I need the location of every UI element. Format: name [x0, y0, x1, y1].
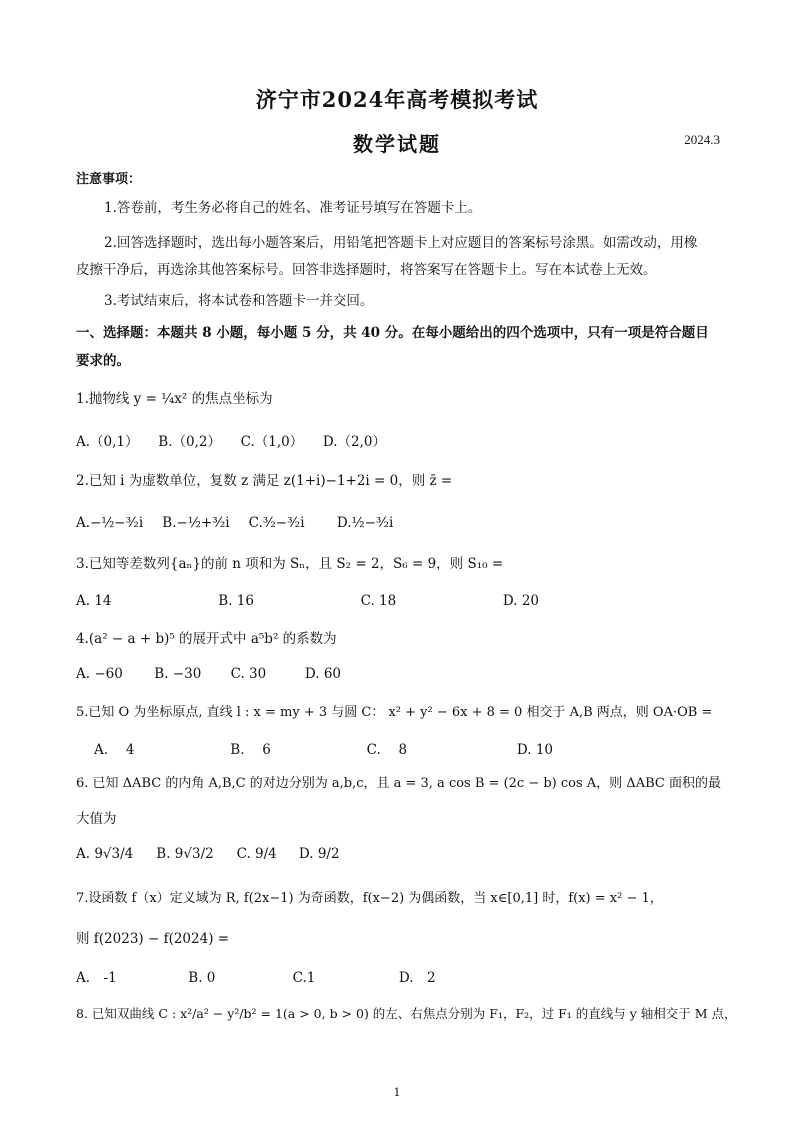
option-b: B. 6: [230, 742, 271, 758]
option-b: B. 16: [218, 593, 254, 609]
notes-heading: 注意事项：: [76, 172, 142, 187]
question-3-stem: 3.已知等差数列{aₙ}的前 n 项和为 Sₙ，且 S₂ = 2，S₆ = 9，则 S₁₀ =: [76, 556, 504, 572]
question-2-stem: 2.已知 i 为虚数单位，复数 z 满足 z(1+i)−1+2i = 0，则 z̄ =: [76, 473, 453, 489]
option-a: A. 4: [94, 742, 135, 758]
option-d: D.（2,0）: [322, 434, 386, 450]
question-8-stem: 8. 已知双曲线 C : x²/a² − y²/b² = 1(a > 0, b > 0) 的左、右焦点分别为 F₁，F₂，过 F₁ 的直线与 y 轴相交于 M 点，: [76, 1006, 737, 1021]
option-c: C.1: [292, 970, 316, 986]
option-a: A.（0,1）: [76, 434, 139, 450]
question-5-stem: 5.已知 O 为坐标原点, 直线 l : x = my + 3 与圆 C： x² + y² − 6x + 8 = 0 相交于 A,B 两点，则 OA·OB =: [76, 705, 713, 720]
question-4-stem: 4.(a² − a + b)⁵ 的展开式中 a⁵b² 的系数为: [76, 631, 337, 647]
option-d: D. 10: [516, 742, 553, 758]
option-d: D. 60: [304, 666, 341, 682]
option-a: A. 9√3/4: [76, 846, 134, 862]
question-5-options: [94, 738, 597, 758]
option-b: B. 9√3/2: [156, 846, 214, 862]
question-3-options: [76, 593, 583, 609]
option-b: B. 0: [188, 970, 216, 986]
option-b: B.（0,2）: [158, 434, 221, 450]
exam-title: 济宁市2024年高考模拟考试: [255, 87, 539, 112]
option-c: C. 8: [366, 742, 408, 758]
exam-subtitle: 数学试题: [353, 132, 441, 156]
page-number: 1: [393, 1086, 401, 1099]
option-c: C.（1,0）: [240, 434, 304, 450]
note-item-2-cont: 皮擦干净后，再选涂其他答案标号。回答非选择题时，将答案写在答题卡上。写在本试卷上无效。: [76, 262, 657, 278]
option-d: D. 9/2: [298, 846, 340, 862]
option-b: B. −30: [154, 666, 202, 682]
exam-date: 2024.3: [684, 132, 720, 147]
option-d: D. 20: [502, 593, 539, 609]
section-heading-cont: 要求的。: [76, 353, 130, 369]
option-c: C. 30: [230, 666, 267, 682]
option-a: A. 14: [76, 593, 112, 609]
question-7-options: [76, 966, 459, 986]
question-2-options: [76, 515, 419, 531]
option-d: D. 2: [398, 970, 436, 986]
note-item-1: 1.答卷前，考生务必将自己的姓名、准考证号填写在答题卡上。: [104, 200, 482, 216]
option-a: A. -1: [76, 970, 117, 986]
question-6-options: [76, 846, 349, 862]
question-4-options: [76, 666, 365, 682]
option-c: C. 18: [360, 593, 397, 609]
option-b: B.−½+³⁄₂i: [162, 515, 230, 531]
option-a: A.−½−³⁄₂i: [76, 515, 144, 531]
section-heading: 一、选择题：本题共 8 小题，每小题 5 分，共 40 分。在每小题给出的四个选项中，只有一项是符合题目: [76, 325, 709, 341]
question-1-stem: 1.抛物线 y = ¼x² 的焦点坐标为: [76, 391, 273, 407]
question-6-stem-cont: 大值为: [76, 811, 117, 827]
option-c: C. 9/4: [236, 846, 277, 862]
option-c: C.³⁄₂−³⁄₂i: [248, 515, 305, 531]
question-6-stem: 6. 已知 ΔABC 的内角 A,B,C 的对边分别为 a,b,c，且 a = 3, a cos B = (2c − b) cos A，则 ΔABC 面积的最: [76, 776, 721, 791]
question-7-stem: 7.设函数 f（x）定义域为 R, f(2x−1) 为奇函数，f(x−2) 为偶函数，当 x∈[0,1] 时，f(x) = x² − 1，: [76, 891, 663, 906]
question-7-stem-cont: 则 f(2023) − f(2024) =: [76, 931, 230, 947]
option-a: A. −60: [76, 666, 123, 682]
option-d: D.½−³⁄₂i: [336, 515, 394, 531]
note-item-2: 2.回答选择题时，选出每小题答案后，用铅笔把答题卡上对应题目的答案标号涂黑。如需改动，用橡: [104, 235, 698, 251]
question-1-options: [76, 430, 401, 450]
note-item-3: 3.考试结束后，将本试卷和答题卡一并交回。: [104, 293, 374, 309]
